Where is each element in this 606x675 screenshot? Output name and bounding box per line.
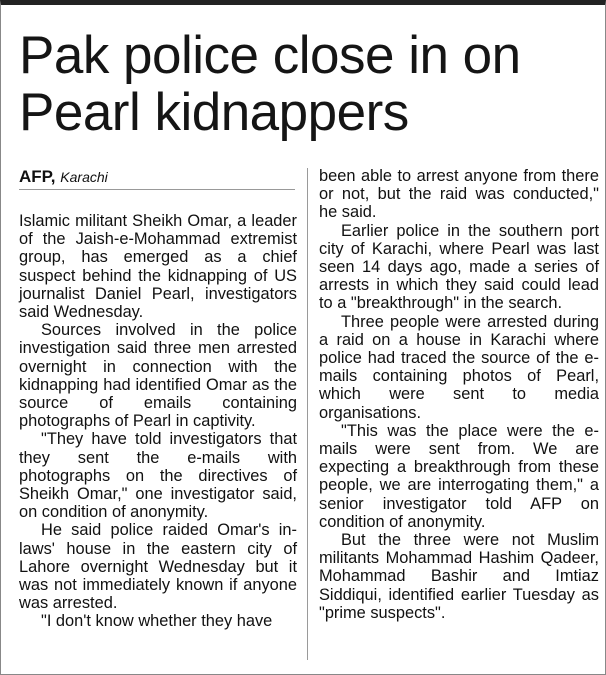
paragraph: "This was the place were the e-mails were sent from. We are expecting a breakthrough from these people, we are interrogating them," a senior investigator told AFP on condition of anonymity. [319,421,599,531]
byline [19,167,295,190]
headline: Pak police close in on Pearl kidnappers [19,26,521,142]
paragraph: Sources involved in the police investigation said three men arrested overnight in connection with the kidnapping had identified Omar as the source of emails containing photographs of Pearl in captivity. [19,321,297,431]
paragraph: But the three were not Muslim militants Mohammad Hashim Qadeer, Mohammad Bashir and Imtiaz Siddiqui, identified earlier Tuesday as "prime suspects". [319,531,599,622]
byline-agency: AFP, [19,167,56,186]
byline-spacer [19,194,297,212]
article-column-left [19,167,297,631]
paragraph: been able to arrest anyone from there or not, but the raid was conducted," he said. [319,167,599,222]
paragraph: He said police raided Omar's in-laws' house in the eastern city of Lahore overnight Wednesday but it was not immediately known if anyone was arrested. [19,521,297,613]
article-column-right [319,167,599,622]
paragraph: Earlier police in the southern port city of Karachi, where Pearl was last seen 14 days ago, made a series of arrests in which they said could lead to a "breakthrough" in the search. [319,221,599,313]
paragraph: Islamic militant Sheikh Omar, a leader of the Jaish-e-Mohammad extremist group, has emerged as a chief suspect behind the kidnapping of US journalist Daniel Pearl, investigators said Wednesday. [19,212,297,322]
byline-location: Karachi [60,169,108,185]
column-divider [307,168,308,660]
paragraph: "They have told investigators that they sent the e-mails with photographs on the directives of Sheikh Omar," one investigator said, on condition of anonymity. [19,430,297,522]
paragraph: "I don't know whether they have [41,612,273,631]
paragraph: Three people were arrested during a raid on a house in Karachi where police had traced the source of the e-mails containing photos of Pearl, which were sent to media organisations. [319,312,599,422]
